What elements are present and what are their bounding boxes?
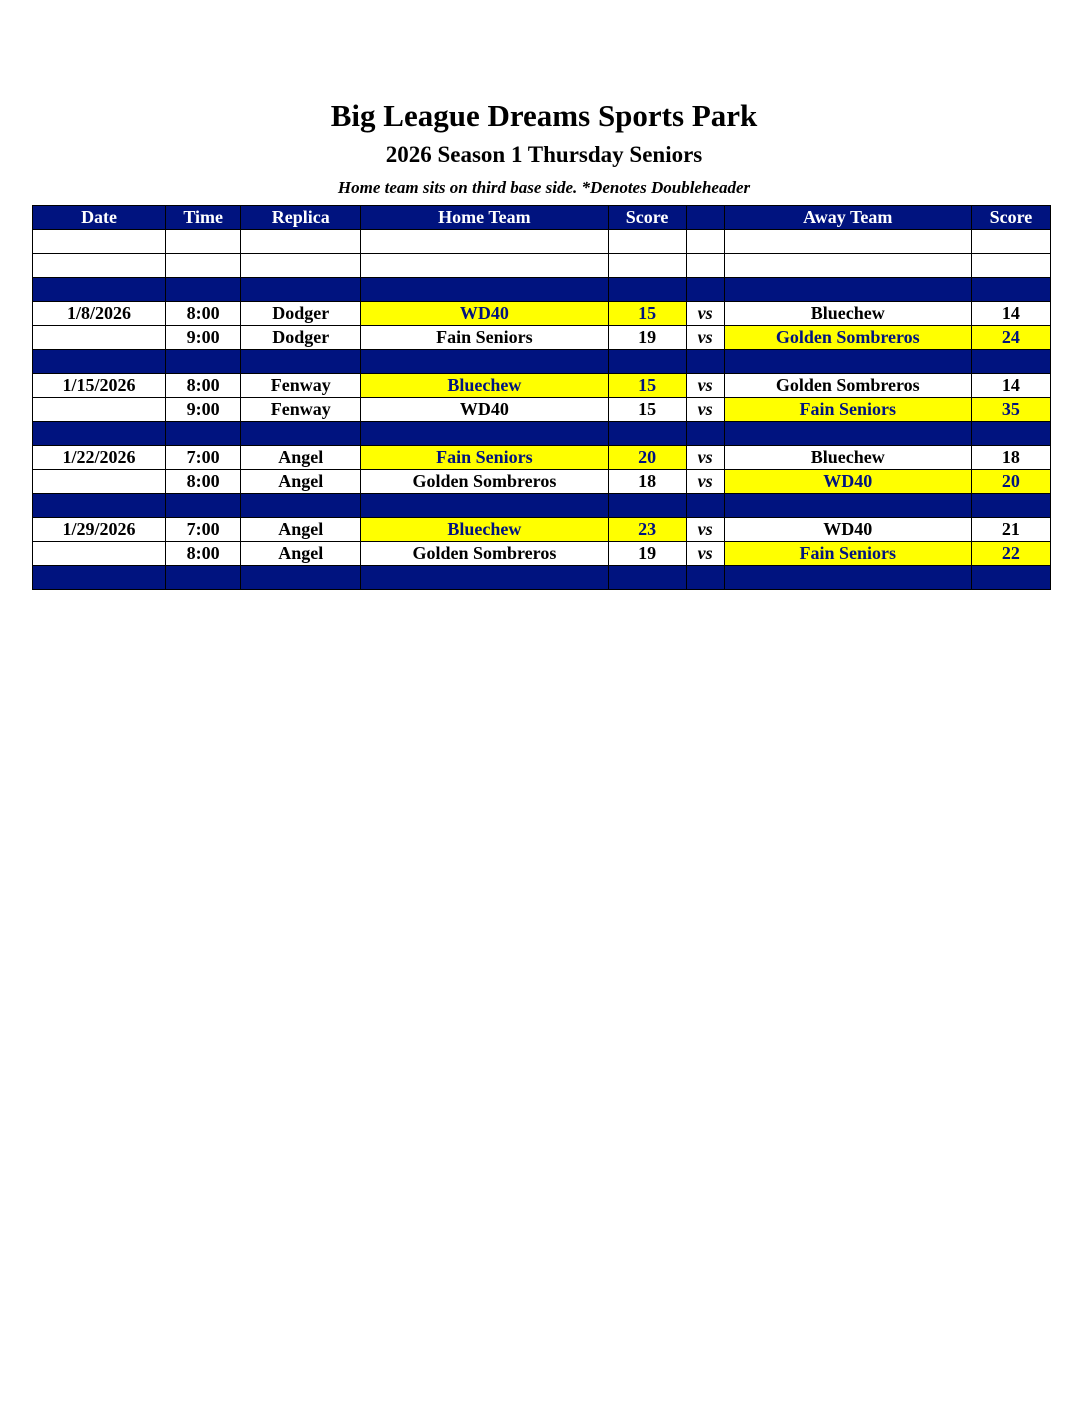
home-score: 15 <box>608 302 686 326</box>
game-date: 1/8/2026 <box>33 302 166 326</box>
vs-label: vs <box>686 542 724 566</box>
game-date: 1/15/2026 <box>33 374 166 398</box>
game-replica: Fenway <box>241 398 361 422</box>
game-time: 9:00 <box>166 398 241 422</box>
vs-label: vs <box>686 302 724 326</box>
away-team: Bluechew <box>724 302 971 326</box>
game-date: 1/22/2026 <box>33 446 166 470</box>
away-score: 14 <box>971 302 1050 326</box>
game-time: 7:00 <box>166 518 241 542</box>
game-replica: Dodger <box>241 302 361 326</box>
vs-label: vs <box>686 398 724 422</box>
home-team: WD40 <box>361 302 608 326</box>
game-date <box>33 326 166 350</box>
home-team: Golden Sombreros <box>361 542 608 566</box>
game-date: 1/29/2026 <box>33 518 166 542</box>
col-header-home-team: Home Team <box>361 206 608 230</box>
away-team: WD40 <box>724 518 971 542</box>
home-score: 15 <box>608 398 686 422</box>
game-date <box>33 398 166 422</box>
vs-label: vs <box>686 518 724 542</box>
col-header-away-team: Away Team <box>724 206 971 230</box>
empty-row <box>33 230 1051 254</box>
table-row <box>33 374 1051 398</box>
game-date <box>33 470 166 494</box>
game-replica: Angel <box>241 518 361 542</box>
home-score: 20 <box>608 446 686 470</box>
home-score: 19 <box>608 326 686 350</box>
table-row <box>33 518 1051 542</box>
home-team: Bluechew <box>361 374 608 398</box>
separator-row <box>33 494 1051 518</box>
vs-label: vs <box>686 446 724 470</box>
game-replica: Fenway <box>241 374 361 398</box>
table-row <box>33 398 1051 422</box>
game-date <box>33 542 166 566</box>
col-header-away-score: Score <box>971 206 1050 230</box>
game-replica: Angel <box>241 446 361 470</box>
schedule-table <box>32 205 1051 590</box>
away-team: Fain Seniors <box>724 542 971 566</box>
separator-row <box>33 422 1051 446</box>
away-team: Bluechew <box>724 446 971 470</box>
home-score: 23 <box>608 518 686 542</box>
table-row <box>33 302 1051 326</box>
header-row <box>33 206 1051 230</box>
away-score: 14 <box>971 374 1050 398</box>
col-header-replica: Replica <box>241 206 361 230</box>
vs-label: vs <box>686 374 724 398</box>
game-time: 9:00 <box>166 326 241 350</box>
table-row <box>33 470 1051 494</box>
col-header-date: Date <box>33 206 166 230</box>
home-team: Bluechew <box>361 518 608 542</box>
game-time: 8:00 <box>166 542 241 566</box>
away-team: WD40 <box>724 470 971 494</box>
home-team: Golden Sombreros <box>361 470 608 494</box>
away-score: 21 <box>971 518 1050 542</box>
col-header-time: Time <box>166 206 241 230</box>
away-score: 35 <box>971 398 1050 422</box>
col-header-vs <box>686 206 724 230</box>
col-header-home-score: Score <box>608 206 686 230</box>
separator-row <box>33 566 1051 590</box>
game-replica: Dodger <box>241 326 361 350</box>
separator-row <box>33 278 1051 302</box>
home-team: Fain Seniors <box>361 446 608 470</box>
away-score: 18 <box>971 446 1050 470</box>
home-score: 19 <box>608 542 686 566</box>
game-replica: Angel <box>241 542 361 566</box>
home-team: WD40 <box>361 398 608 422</box>
game-time: 8:00 <box>166 470 241 494</box>
home-team: Fain Seniors <box>361 326 608 350</box>
game-replica: Angel <box>241 470 361 494</box>
vs-label: vs <box>686 326 724 350</box>
away-score: 20 <box>971 470 1050 494</box>
away-team: Golden Sombreros <box>724 326 971 350</box>
away-team: Fain Seniors <box>724 398 971 422</box>
game-time: 8:00 <box>166 302 241 326</box>
table-row <box>33 446 1051 470</box>
empty-row <box>33 254 1051 278</box>
vs-label: vs <box>686 470 724 494</box>
home-score: 18 <box>608 470 686 494</box>
page-subtitle: 2026 Season 1 Thursday Seniors <box>385 142 703 167</box>
schedule-note: Home team sits on third base side. *Denotes Doubleheader <box>337 178 751 197</box>
away-score: 24 <box>971 326 1050 350</box>
separator-row <box>33 350 1051 374</box>
away-score: 22 <box>971 542 1050 566</box>
table-row <box>33 542 1051 566</box>
page-title: Big League Dreams Sports Park <box>330 98 758 133</box>
away-team: Golden Sombreros <box>724 374 971 398</box>
home-score: 15 <box>608 374 686 398</box>
game-time: 8:00 <box>166 374 241 398</box>
game-time: 7:00 <box>166 446 241 470</box>
table-row <box>33 326 1051 350</box>
